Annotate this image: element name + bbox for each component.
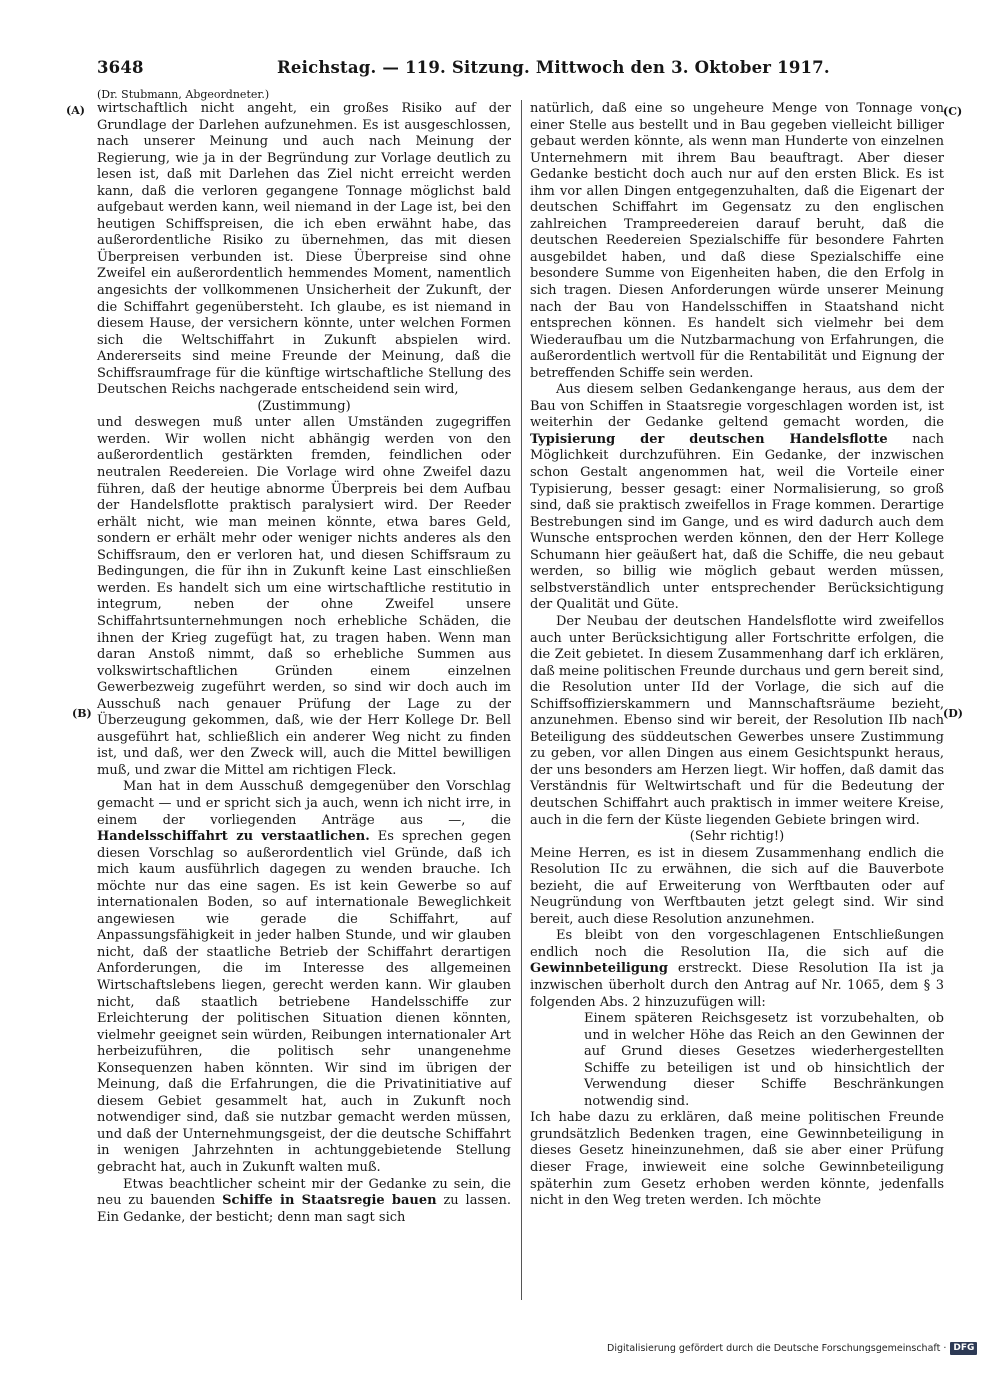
text-run: Man hat in dem Ausschuß demgegenüber den Vorschlag gemacht — und er spricht sich ja auch, wenn ich nicht irre, in einem der vorliegenden Anträge aus —, die [97,779,511,828]
text-run: erstreckt. Diese Resolution IIa ist ja inzwischen überholt durch den Antrag auf Nr. 1065, dem § 3 folgenden Abs. 2 hinzuzufügen will: [530,961,944,1010]
left-column [97,101,511,1226]
quoted-amendment: Einem späteren Reichsgesetz ist vorzubehalten, ob und in welcher Höhe das Reich an den Gewinnen der auf Grund dieses Gesetzes wiederhergestellten Schiffe zu beteiligen ist und ob hinsichtlich der Verwendung dieser Schiffe Beschränkungen notwendig sind. [584,1011,944,1109]
paragraph: Ich habe dazu zu erklären, daß meine politischen Freunde grundsätzlich Bedenken tragen, eine Gewinnbeteiligung in dieses Gesetz hineinzunehmen, daß sie aber einer Prüfung dieser Frage, inwieweit eine solche Gewinnbeteiligung späterhin zum Gesetz erhoben werden könnte, jedenfalls nicht in den Weg treten werden. Ich möchte [530,1110,944,1209]
page-number: 3648 [97,58,144,77]
column-divider [521,100,522,1300]
bold-term: Gewinnbeteiligung [530,961,668,977]
bold-term: Typisierung der deutschen Handelsflotte [530,431,888,447]
paragraph: Der Neubau der deutschen Handelsflotte wird zweifellos auch unter Berücksichtigung aller Fortschritte erfolgen, die die Zeit gebietet. In diesem Zusammenhang darf ich erklären, daß meine politischen Freunde durchaus und gern bereit sind, die Resolution unter IId der Vorlage, die sich auf die Schiffsoffizierskammern und Mannschaftsräume bezieht, anzunehmen. Ebenso sind wir bereit, der Resolution IIb nach Beteiligung des süddeutschen Gewerbes unsere Zustimmung zu geben, vor allen Dingen aus einem Gesichtspunkt heraus, der uns besonders am Herzen liegt. Wir hoffen, daß damit das Verständnis für Weltwirtschaft und für die Bedeutung der deutschen Schiffahrt auch praktisch in immer weitere Kreise, auch in die fern der Küste liegenden Gebiete bringen wird. [530,613,944,828]
margin-marker-b: (B) [72,707,92,720]
footer-credit [607,1342,987,1358]
paragraph: natürlich, daß eine so ungeheure Menge von Tonnage von einer Stelle aus bestellt und in Bau gegeben vielleicht billiger gebaut werden könnte, als wenn man Hunderte von einzelnen Unternehmern mit ihrem Bau beauftragt. Aber dieser Gedanke besticht doch auch nur auf den ersten Blick. Es ist ihm vor allen Dingen entgegenzuhalten, daß die Eigenart der deutschen Schiffahrt im Gegensatz zu den englischen zahlreichen Trampreedereien darauf beruht, daß die deutschen Reedereien Spezialschiffe für besondere Fahrten ausgebildet haben, und daß diese Spezialschiffe eine besondere Summe von Eigenheiten haben, die den Erfolg in sich tragen. Diesen Anforderungen würde unserer Meinung nach der Bau von Handelsschiffen in Staatshand nicht entsprechen können. Es handelt sich vielmehr bei dem Wiederaufbau um die Nutzbarmachung von Erfahrungen, die außerordentlich wertvoll für die Rentabilität und Eignung der betreffenden Schiffe sein werden. [530,101,944,381]
paragraph: und deswegen muß unter allen Umständen zugegriffen werden. Wir wollen nicht abhängig werden von den außerordentlich gestärkten fremden, feindlichen oder neutralen Reedereien. Die Vorlage wird ohne Zweifel dazu führen, daß der heutige abnorme Überpreis bei dem Aufbau der Handelsflotte praktisch paralysiert wird. Der Reeder erhält nicht, wie man meinen könnte, etwa bares Geld, sondern er erhält mehr oder weniger nichts anderes als den Schiffsraum, den er verloren hat, und diesen Schiffsraum zu Bedingungen, die für ihn in Zukunft keine Last einschließen werden. Es handelt sich um eine wirtschaftliche restitutio in integrum, neben der ohne Zweifel unsere Schiffahrtsunternehmungen noch erhebliche Schäden, die ihnen der Krieg zugefügt hat, zu tragen haben. Wenn man daran Anstoß nimmt, daß so erhebliche Summen aus volkswirtschaftlichen Gründen einem einzelnen Gewerbezweig zugeführt werden, so sind wir doch auch im Ausschuß nach genauer Prüfung der Lage zu der Überzeugung gekommen, daß, wie der Herr Kollege Dr. Bell ausgeführt hat, schließlich ein anderer Weg nicht zu finden ist, und daß, wer den Zweck will, auch die Mittel bewilligen muß, und zwar die Mittel am richtigen Fleck. [97,415,511,778]
margin-marker-d: (D) [943,707,963,720]
text-run: Es sprechen gegen diesen Vorschlag so außerordentlich viel Gründe, daß ich mich kaum ausführlich dagegen zu wenden brauche. Ich möchte nur das eine sagen. Es ist kein Gewerbe so auf internationalen Boden, so auf internationale Beweglichkeit angewiesen wie gerade die Schiffahrt, auf Anpassungsfähigkeit in jeder halben Stunde, und wir glauben nicht, daß der staatliche Betrieb der Schiffahrt derartigen Anforderungen, die im Interesse des allgemeinen Wirtschaftslebens liegen, gerecht werden kann. Wir glauben nicht, daß staatlich betriebene Handelsschiffe zur Erleichterung der politischen Situation dienen könnten, vielmehr geeignet sein würden, Reibungen internationaler Art herbeizuführen, die politisch sehr unangenehme Konsequenzen haben könnten. Wir sind im übrigen der Meinung, daß die Erfahrungen, die die Privatinitiative auf diesem Gebiet gesammelt hat, auch in Zukunft noch notwendiger sind, daß sie nutzbar gemacht werden müssen, und daß der Unternehmungsgeist, der die deutsche Schiffahrt in wenigen Jahrzehnten in achtunggebietende Stellung gebracht hat, auch in Zukunft walten muß. [97,829,511,1175]
bold-term: Schiffe in Staatsregie bauen [222,1193,437,1209]
paragraph [530,382,944,614]
text-run: Aus diesem selben Gedankengange heraus, aus dem der Bau von Schiffen in Staatsregie vorgeschlagen worden ist, ist weiterhin der Gedanke geltend gemacht worden, die [530,382,944,431]
text-run: zu lassen. Ein Gedanke, der besticht; denn man sagt sich [97,1193,511,1225]
dfg-logo-icon: DFG [950,1342,977,1355]
paragraph [530,928,944,1011]
paragraph: Meine Herren, es ist in diesem Zusammenhang endlich die Resolution IIc zu erwähnen, die sich auf die Bauverbote bezieht, die auf Erweiterung von Werftbauten oder auf Neugründung von Werftbauten jetzt gelegt sind. Wir sind bereit, auch diese Resolution anzunehmen. [530,845,944,927]
text-run: Etwas beachtlicher scheint mir der Gedanke zu sein, die neu zu bauenden [97,1176,511,1209]
text-run: Es bleibt von den vorgeschlagenen Entschließungen endlich noch die Resolution IIa, die sich auf die [530,928,944,960]
page-header [97,56,897,82]
interjection: (Sehr richtig!) [689,829,785,845]
interjection: (Zustimmung) [257,398,351,414]
footer-text: Digitalisierung gefördert durch die Deutsche Forschungsgemeinschaft · [607,1343,947,1354]
running-title: Reichstag. — 119. Sitzung. Mittwoch den 3. Oktober 1917. [277,58,830,77]
paragraph: wirtschaftlich nicht angeht, ein großes Risiko auf der Grundlage der Darlehen aufzunehmen. Es ist ausgeschlossen, nach unserer Meinung und auch nach Meinung der Regierung, wie ja in der Begründung zur Vorlage deutlich zu lesen ist, daß mit Darlehen das Ziel nicht erreicht werden kann, daß die verloren gegangene Tonnage möglichst bald aufgebaut werden kann, weil niemand in der Lage ist, bei den heutigen Schiffspreisen, die ich eben erwähnt habe, das außerordentliche Risiko zu übernehmen, das mit diesen Überpreisen verbunden ist. Diese Überpreise sind ohne Zweifel ein außerordentlich hemmendes Moment, namentlich angesichts der vollkommenen Unsicherheit der Zukunft, der die Schiffahrt gegenübersteht. Ich glaube, es ist niemand in diesem Hause, der versichern könnte, unter welchen Formen sich die Weltschiffahrt in Zukunft abspielen wird. Andererseits sind meine Freunde der Meinung, daß die Schiffsraumfrage für die künftige wirtschaftliche Stellung des Deutschen Reichs nachgerade entscheidend sein wird, [97,101,511,398]
margin-marker-c: (C) [943,105,963,118]
speaker-note: (Dr. Stubmann, Abgeordneter.) [97,88,270,101]
paragraph [97,779,511,1176]
bold-term: Handelsschiffahrt zu verstaatlichen. [97,829,370,845]
margin-marker-a: (A) [66,104,85,117]
text-run: nach Möglichkeit durchzuführen. Ein Gedanke, der inzwischen schon Gestalt angenommen hat, weil die Vorteile einer Typisierung, besser gesagt: einer Normalisierung, so groß sind, daß sie praktisch zweifellos in Frage kommen. Derartige Bestrebungen sind im Gange, und es wird dadurch auch dem Wunsche entsprochen werden können, den der Herr Kollege Schumann hier geäußert hat, daß die Schiffe, die neu gebaut werden, so billig wie möglich gebaut werden müssen, selbstverständlich unter entsprechender Berücksichtigung der Qualität und Güte. [530,431,944,613]
paragraph [97,1177,511,1227]
right-column [530,101,944,1210]
